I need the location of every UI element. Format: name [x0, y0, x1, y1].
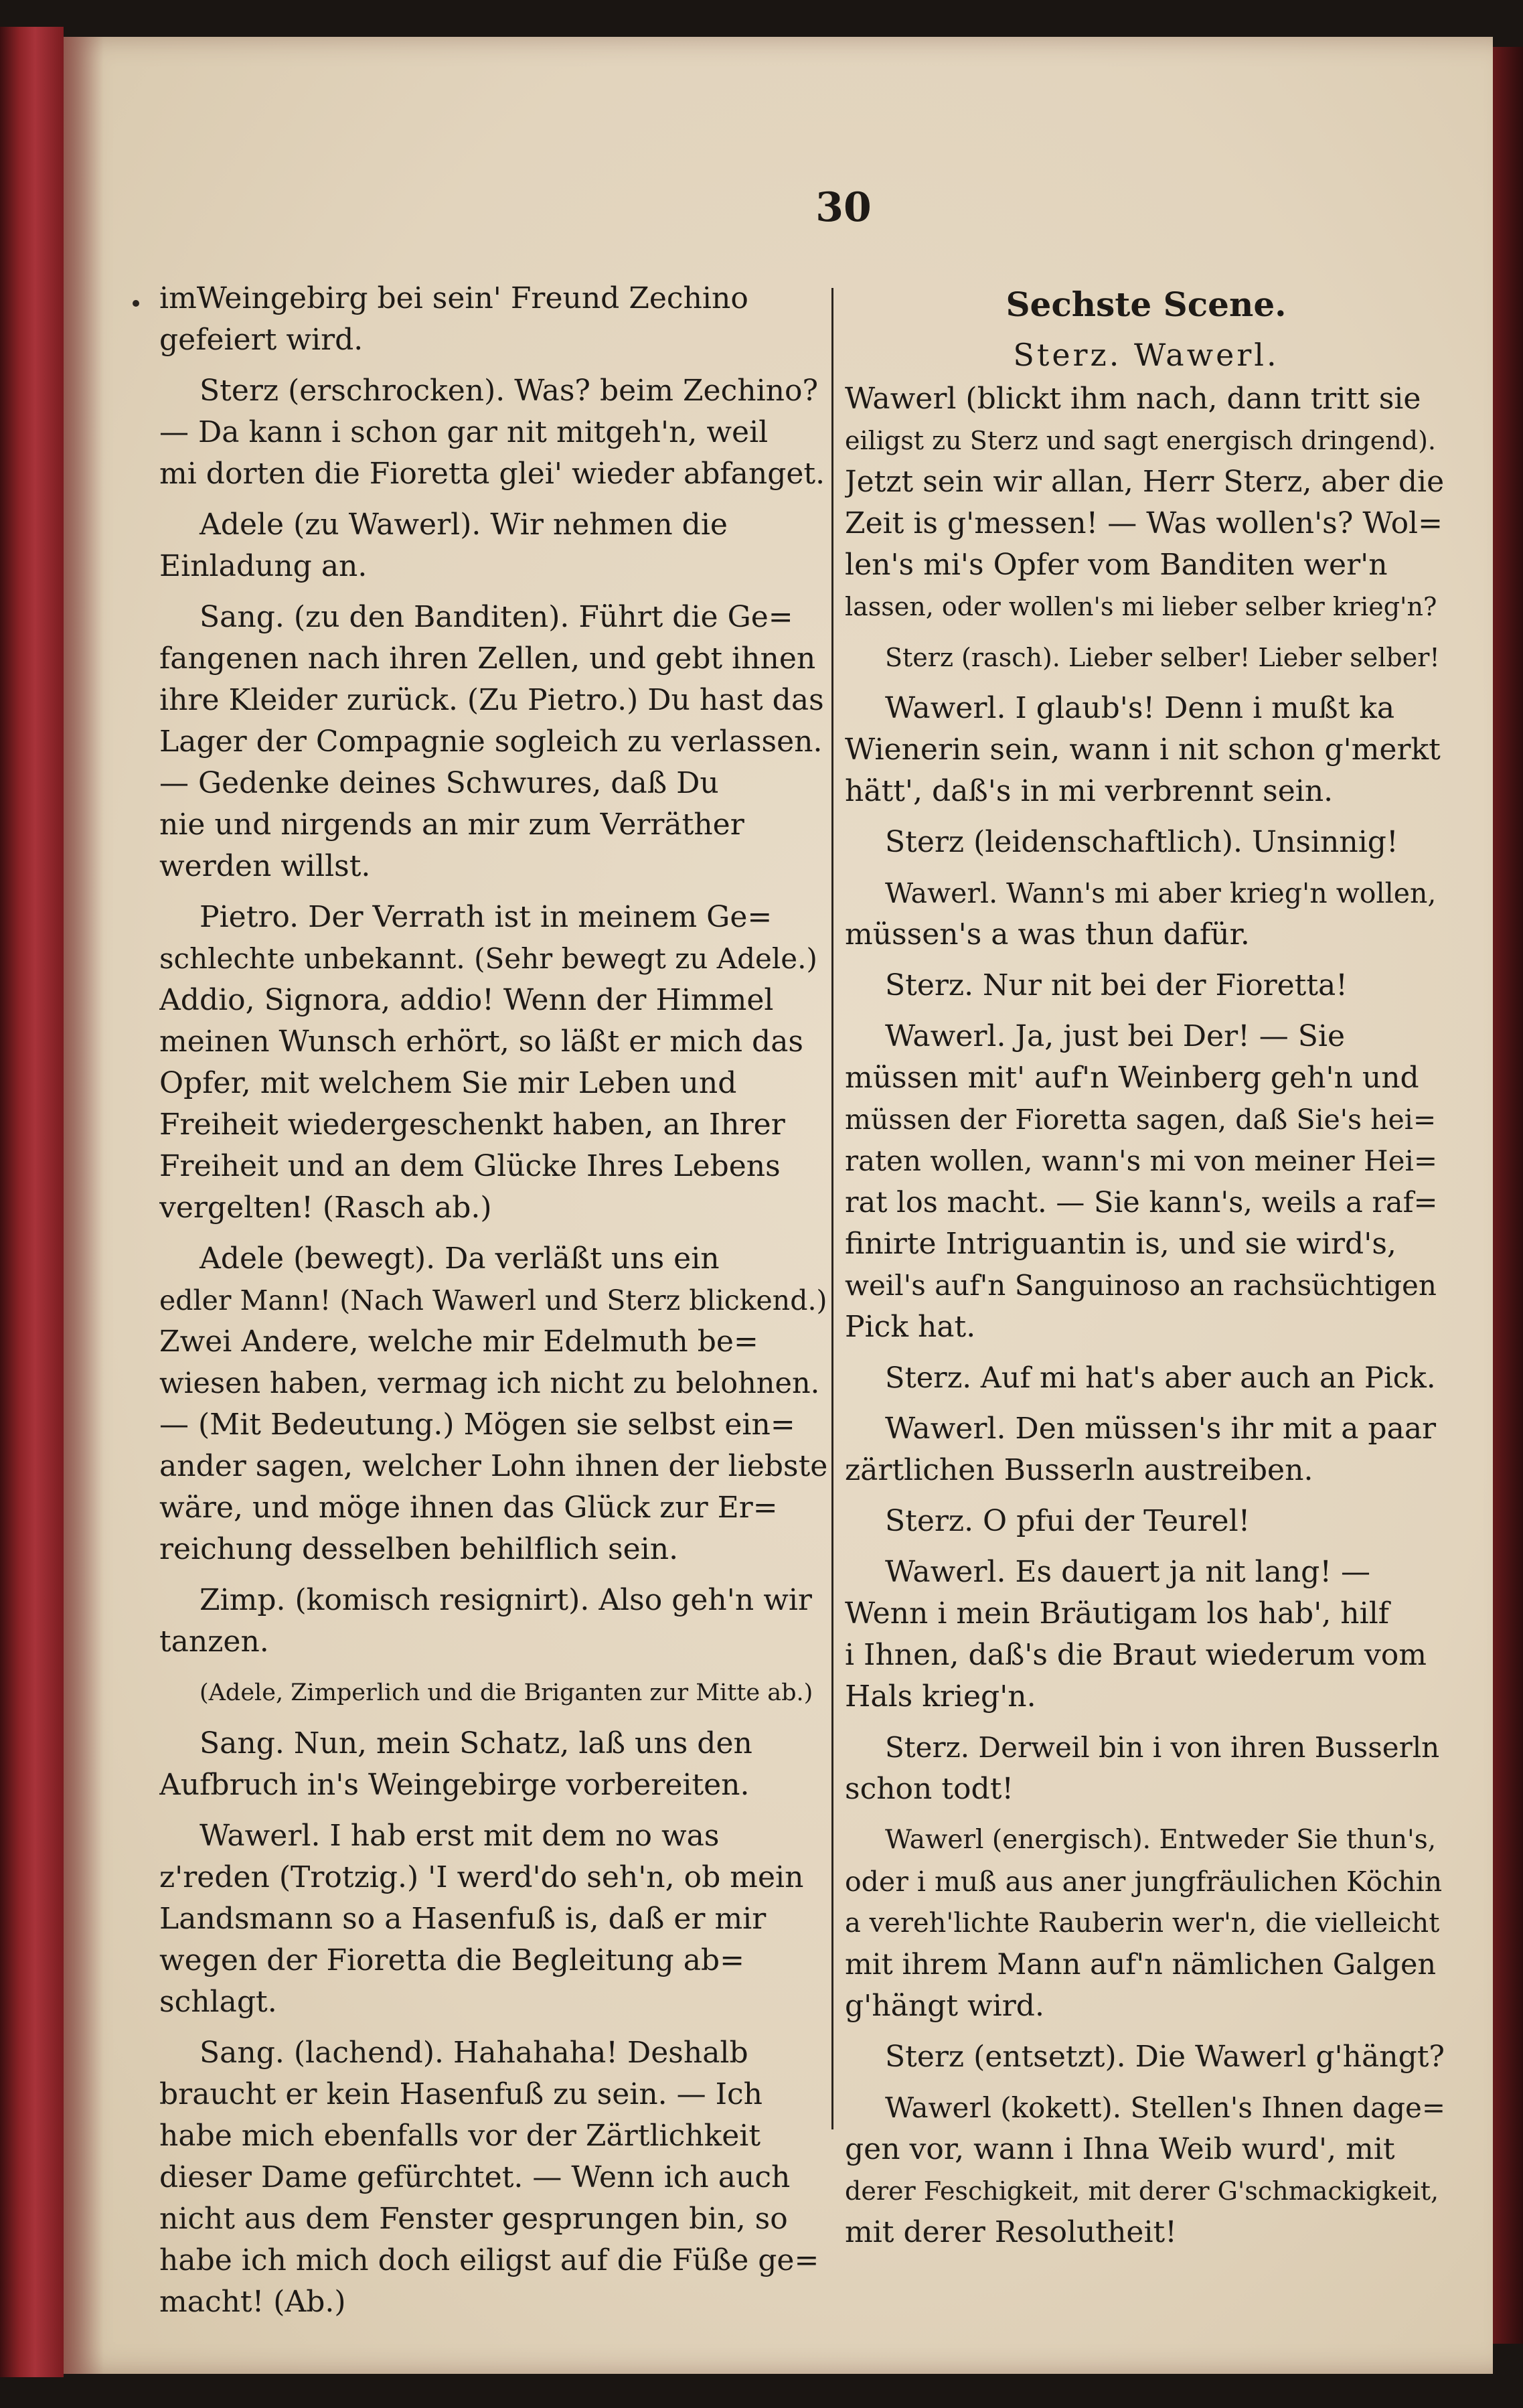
text-line: meinen Wunsch erhört, so läßt er mich das — [159, 1025, 804, 1059]
text-line: Wawerl (energisch). Entweder Sie thun's, — [885, 1825, 1437, 1855]
text-line: müssen der Fioretta sagen, daß Sie's hei= — [845, 1104, 1437, 1136]
text-line: schlechte unbekannt. (Sehr bewegt zu Adele.) — [159, 942, 817, 975]
text-line: Sang. (lachend). Hahahaha! Deshalb — [199, 2036, 748, 2070]
text-line: werden willst. — [159, 849, 371, 883]
text-line: raten wollen, wann's mi von meiner Hei= — [845, 1144, 1438, 1177]
text-line: wiesen haben, vermag ich nicht zu belohnen. — [159, 1367, 820, 1400]
text-line: Lager der Compagnie sogleich zu verlassen. — [159, 725, 823, 759]
text-line: (Adele, Zimperlich und die Briganten zur Mitte ab.) — [199, 1679, 813, 1706]
page-gutter-shadow — [64, 37, 104, 2374]
text-line: Wawerl. I hab erst mit dem no was — [199, 1819, 720, 1853]
book-spine-edge — [0, 27, 64, 2377]
text-line: Sang. (zu den Banditen). Führt die Ge= — [199, 600, 793, 634]
text-line: Sterz (erschrocken). Was? beim Zechino? — [199, 374, 819, 408]
text-line: Adele (zu Wawerl). Wir nehmen die — [199, 508, 728, 542]
scene-heading: Sechste Scene. — [1006, 285, 1287, 324]
text-line: Sterz. O pfui der Teurel! — [885, 1504, 1251, 1538]
text-line: müssen mit' auf'n Weinberg geh'n und — [845, 1061, 1419, 1095]
text-line: Zeit is g'messen! — Was wollen's? Wol= — [845, 506, 1443, 540]
text-line: Addio, Signora, addio! Wenn der Himmel — [159, 983, 774, 1017]
text-line: Wawerl. Wann's mi aber krieg'n wollen, — [885, 877, 1437, 909]
text-line: gefeiert wird. — [159, 323, 364, 357]
text-line: edler Mann! (Nach Wawerl und Sterz blickend.) — [159, 1284, 827, 1316]
text-line: habe mich ebenfalls vor der Zärtlichkeit — [159, 2119, 761, 2153]
text-line: i Ihnen, daß's die Braut wiederum vom — [845, 1638, 1427, 1672]
text-line: z'reden (Trotzig.) 'I werd'do seh'n, ob mein — [159, 1860, 804, 1894]
text-line: Aufbruch in's Weingebirge vorbereiten. — [159, 1768, 750, 1802]
text-line: Sterz (leidenschaftlich). Unsinnig! — [885, 825, 1398, 859]
text-line: Wawerl. I glaub's! Denn i mußt ka — [885, 691, 1395, 725]
text-line: rat los macht. — Sie kann's, weils a raf= — [845, 1186, 1438, 1219]
text-line: Pietro. Der Verrath ist in meinem Ge= — [199, 900, 773, 934]
text-line: finirte Intriguantin is, und sie wird's, — [845, 1227, 1396, 1261]
text-line: Opfer, mit welchem Sie mir Leben und — [159, 1066, 737, 1100]
text-line: Wenn i mein Bräutigam los hab', hilf — [845, 1596, 1390, 1631]
text-line: lassen, oder wollen's mi lieber selber krieg'n? — [845, 592, 1437, 621]
text-line: ihre Kleider zurück. (Zu Pietro.) Du hast das — [159, 683, 824, 717]
text-line: vergelten! (Rasch ab.) — [159, 1191, 492, 1225]
text-line: Wawerl. Es dauert ja nit lang! — — [885, 1555, 1370, 1589]
column-divider — [831, 288, 833, 2129]
text-line: Wawerl. Ja, just bei Der! — Sie — [885, 1019, 1346, 1053]
text-line: zärtlichen Busserln austreiben. — [845, 1453, 1313, 1487]
page-number: 30 — [815, 184, 872, 231]
book-cover-edge — [1490, 47, 1523, 2344]
text-line: mit derer Resolutheit! — [845, 2215, 1177, 2249]
text-line: Landsmann so a Hasenfuß is, daß er mir — [159, 1902, 767, 1936]
text-line: Einladung an. — [159, 549, 368, 583]
text-line: nicht aus dem Fenster gesprungen bin, so — [159, 2202, 788, 2236]
text-line: Wawerl. Den müssen's ihr mit a paar — [885, 1412, 1437, 1446]
text-line: gen vor, wann i Ihna Weib wurd', mit — [845, 2132, 1395, 2166]
text-line: Zimp. (komisch resignirt). Also geh'n wir — [199, 1583, 812, 1617]
text-line: mi dorten die Fioretta glei' wieder abfanget. — [159, 457, 825, 491]
text-line: Sterz (entsetzt). Die Wawerl g'hängt? — [885, 2040, 1445, 2074]
text-line: oder i muß aus aner jungfräulichen Köchin — [845, 1866, 1443, 1898]
text-line: dieser Dame gefürchtet. — Wenn ich auch — [159, 2160, 791, 2194]
text-line: hätt', daß's in mi verbrennt sein. — [845, 774, 1334, 808]
text-line: — Gedenke deines Schwures, daß Du — [159, 766, 719, 800]
text-line: eiligst zu Sterz und sagt energisch dringend). — [845, 426, 1436, 455]
right-column — [845, 278, 1447, 2249]
text-line: Hals krieg'n. — [845, 1679, 1036, 1714]
text-line: wäre, und möge ihnen das Glück zur Er= — [159, 1491, 778, 1525]
text-line: — (Mit Bedeutung.) Mögen sie selbst ein= — [159, 1408, 795, 1442]
text-line: imWeingebirg bei sein' Freund Zechino — [159, 281, 748, 315]
margin-dot — [133, 300, 139, 307]
text-line: Jetzt sein wir allan, Herr Sterz, aber die — [845, 465, 1445, 499]
text-line: schlagt. — [159, 1985, 277, 2019]
text-line: mit ihrem Mann auf'n nämlichen Galgen — [845, 1948, 1437, 1981]
text-line: schon todt! — [845, 1772, 1014, 1806]
text-line: Adele (bewegt). Da verläßt uns ein — [199, 1241, 720, 1276]
text-line: Wawerl (kokett). Stellen's Ihnen dage= — [885, 2091, 1446, 2124]
text-line: len's mi's Opfer vom Banditen wer'n — [845, 548, 1388, 582]
text-line: Freiheit wiedergeschenkt haben, an Ihrer — [159, 1108, 785, 1142]
text-line: Sterz. Auf mi hat's aber auch an Pick. — [885, 1361, 1436, 1395]
text-line: Wienerin sein, wann i nit schon g'merkt — [845, 733, 1441, 767]
text-line: g'hängt wird. — [845, 1989, 1044, 2023]
text-line: a vereh'lichte Rauberin wer'n, die vielleicht — [845, 1908, 1440, 1939]
text-line: Wawerl (blickt ihm nach, dann tritt sie — [845, 382, 1421, 416]
text-line: müssen's a was thun dafür. — [845, 917, 1250, 952]
text-line: nie und nirgends an mir zum Verräther — [159, 808, 744, 842]
right-column-text — [845, 378, 1447, 2253]
text-line: — Da kann i schon gar nit mitgeh'n, weil — [159, 415, 769, 449]
text-line: ander sagen, welcher Lohn ihnen der liebste — [159, 1449, 828, 1483]
text-line: tanzen. — [159, 1625, 269, 1659]
text-line: fangenen nach ihren Zellen, und gebt ihnen — [159, 642, 816, 676]
text-line: Sterz. Derweil bin i von ihren Busserln — [885, 1731, 1440, 1764]
text-line: Pick hat. — [845, 1310, 976, 1344]
text-line: derer Feschigkeit, mit derer G'schmackigkeit, — [845, 2176, 1439, 2206]
text-line: Freiheit und an dem Glücke Ihres Lebens — [159, 1149, 781, 1183]
text-line: Sterz (rasch). Lieber selber! Lieber selber! — [885, 643, 1440, 672]
text-line: Sterz. Nur nit bei der Fioretta! — [885, 968, 1348, 1002]
text-line: habe ich mich doch eiligst auf die Füße ge= — [159, 2243, 819, 2277]
text-line: Sang. Nun, mein Schatz, laß uns den — [199, 1726, 752, 1760]
text-line: Zwei Andere, welche mir Edelmuth be= — [159, 1325, 758, 1359]
text-line: macht! (Ab.) — [159, 2285, 346, 2319]
text-line: braucht er kein Hasenfuß zu sein. — Ich — [159, 2077, 763, 2111]
text-line: weil's auf'n Sanguinoso an rachsüchtigen — [845, 1269, 1437, 1302]
text-line: reichung desselben behilflich sein. — [159, 1532, 679, 1566]
left-column — [159, 278, 829, 2319]
scene-characters: Sterz. Wawerl. — [1013, 337, 1279, 373]
text-line: wegen der Fioretta die Begleitung ab= — [159, 1943, 744, 1977]
